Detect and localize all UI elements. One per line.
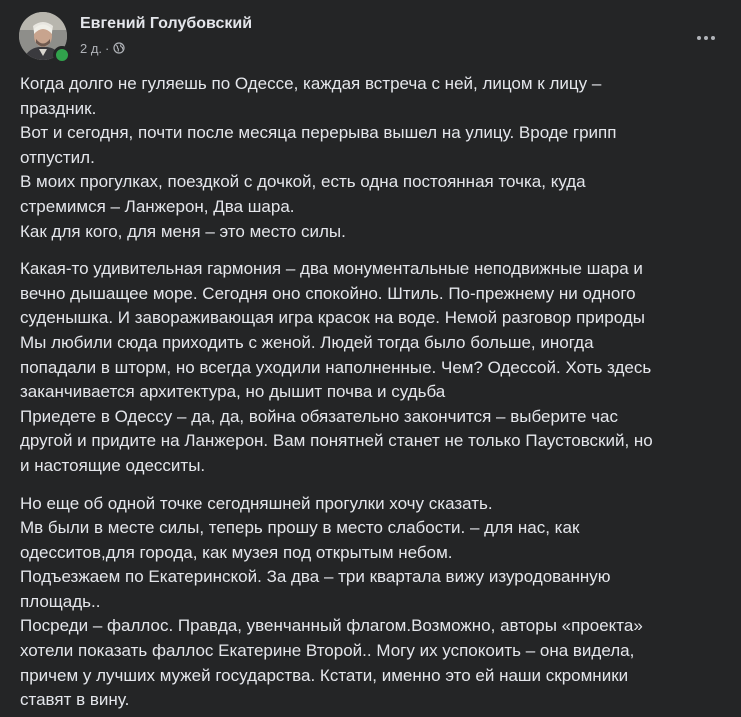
more-options-button[interactable] [688,20,724,56]
text-line: Как для кого, для меня – это место силы. [20,221,346,241]
text-line: хотели показать фаллос Екатерине Второй.. Могу их успокоить – она видела, [20,641,635,661]
text-line: и настоящие одесситы. [20,455,206,475]
post-text [20,72,726,717]
text-line: Мы любили сюда приходить с женой. Людей тогда было больше, иногда [20,332,594,352]
text-line: заканчивается архитектура, но дышит почва и судьба [20,382,446,402]
text-line: ставят в вину. [20,690,130,710]
text-line: Какая-то удивительная гармония – два монументальные неподвижные шара и [20,259,643,279]
author-name[interactable]: Евгений Голубовский [80,15,253,32]
text-line: Приедете в Одессу – да, да, война обязательно закончится – выберите час [20,406,618,426]
post-paragraph-3 [20,492,726,713]
text-line: одесситов,для города, как музея под открытым небом. [20,542,453,562]
text-line: суденышка. И завораживающая игра красок на воде. Немой разговор природы [20,308,645,328]
globe-icon [113,42,125,54]
text-line: площадь.. [20,591,101,611]
post-meta [80,39,125,57]
text-line: стремимся – Ланжерон, Два шара. [20,196,295,216]
text-line: попадали в шторм, но всегда уходили наполненные. Чем? Одессой. Хоть здесь [20,357,652,377]
post-paragraph-2 [20,257,726,478]
post-paragraph-1 [20,72,726,244]
text-line: другой и придите на Ланжерон. Вам понятней станет не только Паустовский, но [20,431,653,451]
text-line: В моих прогулках, поездкой с дочкой, есть одна постоянная точка, куда [20,172,586,192]
online-status-indicator [53,46,71,64]
text-line: Вот и сегодня, почти после месяца перерыва вышел на улицу. Вроде грипп [20,123,617,143]
meta-separator: · [105,40,110,56]
text-line: вечно дышащее море. Сегодня оно спокойно. Штиль. По-прежнему ни одного [20,283,636,303]
text-line: Когда долго не гуляешь по Одессе, каждая встреча с ней, лицом к лицу – [20,74,602,93]
text-line: Посреди – фаллос. Правда, увенчанный флагом.Возможно, авторы «проекта» [20,616,643,636]
text-line: причем у лучших мужей государства. Кстати, именно это ей наши скромники [20,665,629,685]
text-line: Мв были в месте силы, теперь прошу в место слабости. – для нас, как [20,518,580,538]
post-header [19,12,741,62]
text-line: отпустил. [20,147,95,167]
text-line: праздник. [20,98,97,118]
text-line: Но еще об одной точке сегодняшней прогулки хочу сказать. [20,493,493,513]
more-horizontal-icon [711,36,715,40]
more-horizontal-icon [704,36,708,40]
text-line: Подъезжаем по Екатеринской. За два – три квартала вижу изуродованную [20,567,611,587]
more-horizontal-icon [697,36,701,40]
post-time[interactable]: 2 д. [80,40,103,56]
